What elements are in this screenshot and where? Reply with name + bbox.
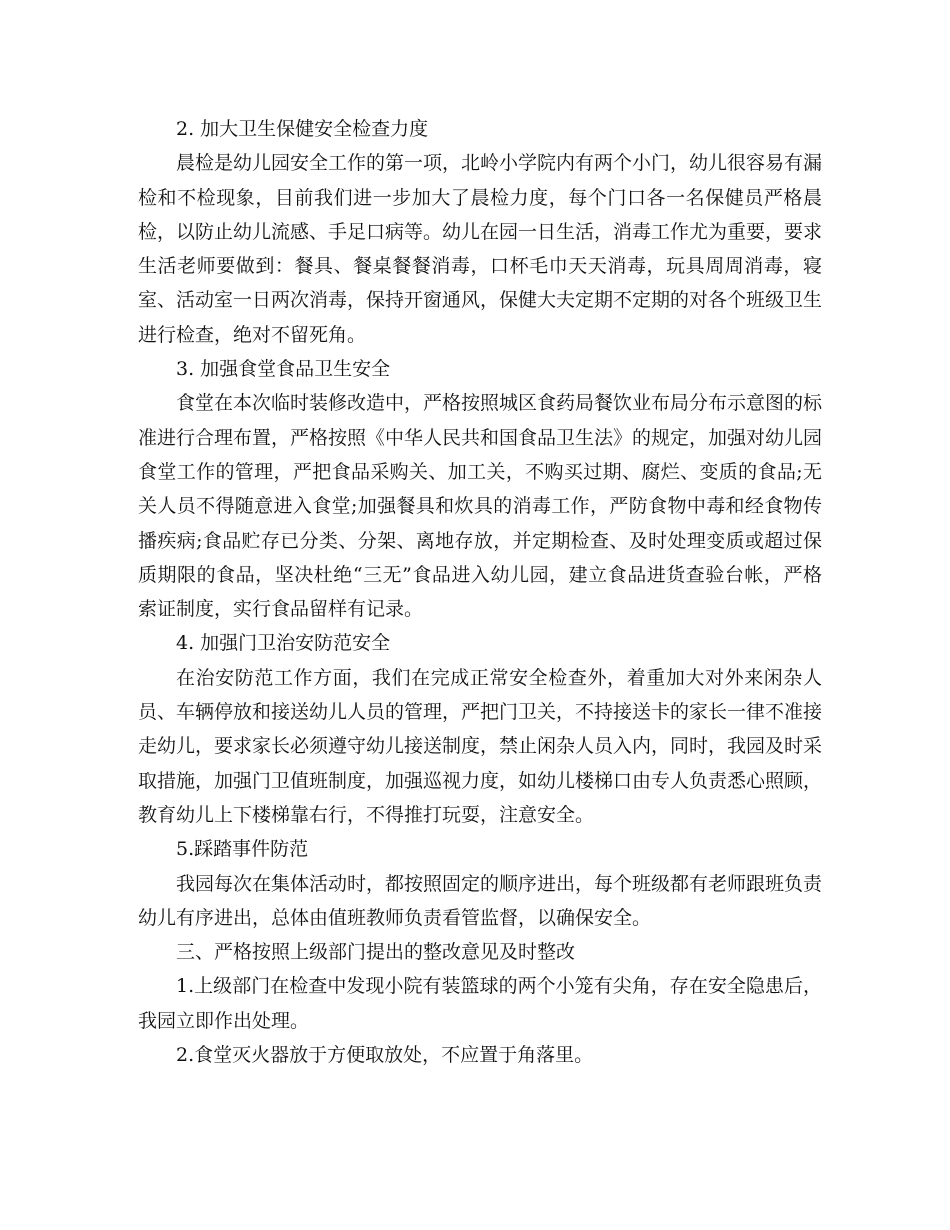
paragraph-canteen-safety: 食堂在本次临时装修改造中，严格按照城区食药局餐饮业布局分布示意图的标准进行合理布置，严格按照《中华人民共和国食品卫生法》的规定，加强对幼儿园食堂工作的管理，严把食品采购关、加工关，不购买过期、腐烂、变质的食品;无关人员不得随意进入食堂;加强餐具和炊具的消毒工作，严防食物中毒和经食物传播疾病;食品贮存已分类、分架、离地存放，并定期检查、及时处理变质或超过保质期限的食品，坚决杜绝“三无”食品进入幼儿园，建立食品进货查验台帐，严格索证制度，实行食品留样有记录。 [138, 392, 823, 621]
paragraph-rectification-2: 2.食堂灭火器放于方便取放处，不应置于角落里。 [176, 1044, 594, 1067]
paragraph-morning-check: 晨检是幼儿园安全工作的第一项，北岭小学院内有两个小门，幼儿很容易有漏检和不检现象，目前我们进一步加大了晨检力度，每个门口各一名保健员严格晨检，以防止幼儿流感、手足口病等。幼儿在园一日生活，消毒工作尤为重要，要求生活老师要做到：餐具、餐桌餐餐消毒，口杯毛巾天天消毒，玩具周周消毒，寝室、活动室一日两次消毒，保持开窗通风，保健大夫定期不定期的对各个班级卫生进行检查，绝对不留死角。 [138, 152, 823, 346]
section-heading-security: 4. 加强门卫治安防范安全 [176, 632, 391, 655]
paragraph-security: 在治安防范工作方面，我们在完成正常安全检查外，着重加大对外来闲杂人员、车辆停放和接送幼儿人员的管理，严把门卫关，不持接送卡的家长一律不准接走幼儿，要求家长必须遵守幼儿接送制度，禁止闲杂人员入内，同时，我园及时采取措施，加强门卫值班制度，加强巡视力度，如幼儿楼梯口由专人负责悉心照顾，教育幼儿上下楼梯靠右行，不得推打玩耍，注意安全。 [138, 666, 823, 826]
paragraph-stampede: 我园每次在集体活动时，都按照固定的顺序进出，每个班级都有老师跟班负责幼儿有序进出，总体由值班教师负责看管监督，以确保安全。 [138, 872, 823, 929]
section-heading-hygiene: 2. 加大卫生保健安全检查力度 [176, 118, 429, 140]
document-page [138, 112, 822, 1072]
section-heading-stampede: 5.踩踏事件防范 [176, 838, 309, 861]
section-heading-canteen: 3. 加强食堂食品卫生安全 [176, 358, 391, 381]
paragraph-rectification-1: 1.上级部门在检查中发现小院有装篮球的两个小笼有尖角，存在安全隐患后，我园立即作出处理。 [138, 975, 822, 1032]
section-heading-rectification: 三、严格按照上级部门提出的整改意见及时整改 [176, 941, 576, 964]
